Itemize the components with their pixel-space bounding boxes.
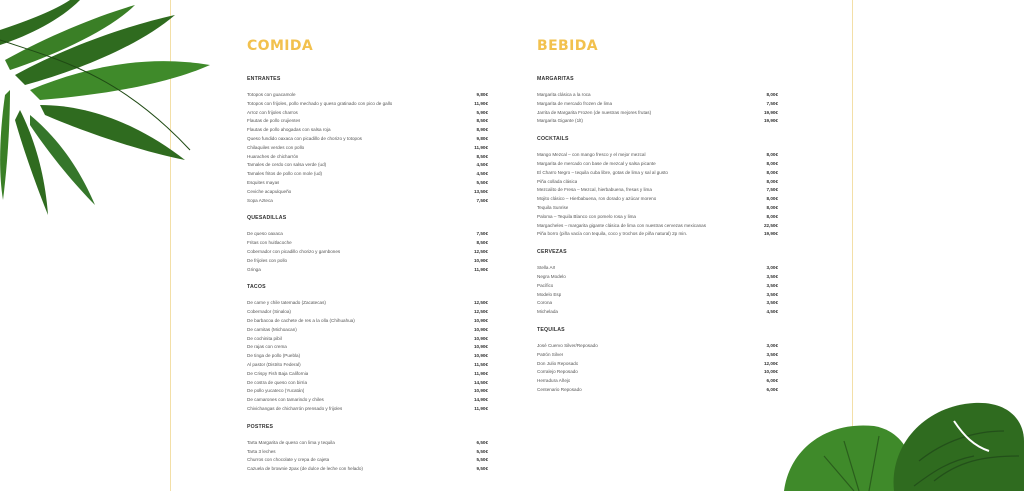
menu-item-price: 8,50€ (476, 240, 488, 246)
menu-item-price: 7,50€ (766, 187, 778, 193)
menu-item-name: El Charro Negro – tequila cuba libre, gotas de lima y sal al gusto (537, 169, 668, 175)
comida-section (247, 76, 488, 205)
menu-item-name: Gringa (247, 266, 261, 272)
menu-item (247, 257, 488, 266)
menu-item (537, 386, 778, 395)
menu-item-name: Tarta Margarita de queso con lima y tequila (247, 439, 335, 445)
menu-item (537, 178, 778, 187)
menu-item-name: Tarta 3 leches (247, 448, 276, 454)
menu-item (537, 213, 778, 222)
menu-item (537, 169, 778, 178)
menu-item-name: Chivichangas de chicharrón prensado y frijoles (247, 405, 343, 411)
menu-item (247, 126, 488, 135)
menu-item (247, 170, 488, 179)
menu-item (247, 230, 488, 239)
menu-item-name: Paloma – Tequila Blanco con pomelo rosa y lima (537, 213, 636, 219)
menu-item-name: De carne y chile tatemado (Zacatecas) (247, 300, 326, 306)
menu-item (537, 342, 778, 351)
comida-section (247, 424, 488, 474)
menu-item-name: Arroz con frijoles charros (247, 109, 298, 115)
menu-item (247, 308, 488, 317)
menu-item-name: Totopos con frijoles, pollo mechado y queso gratinado con pico de gallo (247, 100, 393, 106)
menu-item-name: Queso fundido oaxaca con picadillo de chorizo y totopos (247, 135, 362, 141)
menu-item-price: 8,90€ (476, 127, 488, 133)
menu-item-price: 5,90€ (476, 109, 488, 115)
menu-item-price: 22,50€ (763, 222, 778, 228)
section-title: TEQUILAS (537, 326, 565, 333)
menu-item (247, 179, 488, 188)
section-title: QUESADILLAS (247, 215, 287, 222)
menu-item-name: Jarrita de Margarita Frozen (de nuestras mejores frutas) (537, 109, 652, 115)
menu-item-name: Michelada (537, 309, 558, 315)
menu-item-name: Totopos con guacamole (247, 92, 296, 97)
menu-item (247, 361, 488, 370)
menu-item-price: 5,50€ (476, 179, 488, 185)
menu-item-price: 4,50€ (476, 162, 488, 168)
menu-item-price: 8,00€ (766, 213, 778, 219)
menu-item (537, 368, 778, 377)
menu-item-price: 19,90€ (763, 118, 778, 124)
menu-item-name: Sopa Azteca (247, 197, 273, 203)
menu-item-price: 10,90€ (473, 317, 488, 323)
menu-item (247, 197, 488, 206)
menu-item-name: Tamales de cerdo con salsa verde (ud) (247, 162, 327, 168)
menu-item-name: Margarita clásica a la roca (537, 92, 591, 97)
menu-item-name: Stella Art (537, 265, 556, 271)
menu-item (537, 264, 778, 273)
menu-item-name: De rajas con crema (247, 344, 287, 350)
menu-item (537, 291, 778, 300)
menu-item-price: 11,50€ (474, 361, 488, 367)
bebida-section (537, 76, 778, 126)
menu-item-price: 7,50€ (766, 100, 778, 106)
menu-item (537, 360, 778, 369)
menu-item (537, 273, 778, 282)
menu-item-price: 8,00€ (766, 92, 778, 97)
menu-item-price: 10,90€ (473, 353, 488, 359)
menu-item-name: Piña borro (piña vacía con tequila, coco y trochos de piña natural) 2p min. (537, 231, 688, 237)
menu-item (247, 396, 488, 405)
menu-item-price: 3,50€ (766, 273, 778, 279)
menu-item-name: Margarita de mercado frozen de lima (537, 100, 613, 106)
menu-item-name: Huaraches de chicharrón (247, 153, 299, 159)
menu-item (537, 186, 778, 195)
section-title: ENTRANTES (247, 76, 281, 82)
menu-item-price: 6,00€ (766, 386, 778, 392)
menu-item-name: José Cuervo Silver/Reposado (537, 342, 598, 348)
menu-item (537, 377, 778, 386)
menu-item (537, 117, 778, 126)
section-title: CERVEZAS (537, 249, 567, 256)
menu-item (537, 204, 778, 213)
menu-item-name: Chilaquiles verdes con pollo (247, 144, 305, 150)
menu-item-name: De costra de queso con birria (247, 379, 308, 385)
menu-item-name: De tinga de pollo (Puebla) (247, 353, 301, 359)
menu-item-name: Tequila Sunrise (537, 204, 569, 210)
bebida-column (537, 38, 778, 405)
menu-item-name: De frijoles con pollo (247, 257, 288, 263)
menu-item-price: 12,50€ (473, 300, 488, 306)
menu-item-price: 6,00€ (766, 378, 778, 384)
menu-item-name: De camarones con tamarindo y chiles (247, 397, 324, 403)
menu-item-name: Margarita Gigante (1lt) (537, 118, 583, 124)
menu-item (247, 352, 488, 361)
menu-item-name: Mezcalito de Fresa – Mezcal, hierbabuena, fresas y lima (537, 187, 652, 193)
menu-item-price: 4,50€ (766, 309, 778, 315)
menu-item-price: 8,00€ (766, 152, 778, 158)
menu-item (247, 248, 488, 257)
menu-item (247, 448, 488, 457)
menu-item-name: De barbacoa de cachete de res a la olla (Chihuahua) (247, 317, 355, 323)
monstera-leaves-decoration (784, 401, 1024, 491)
menu-item (247, 117, 488, 126)
menu-item-price: 6,50€ (476, 439, 488, 445)
menu-item-price: 8,00€ (766, 178, 778, 184)
menu-item-name: Margacheles – margarita gigante clásica de lima con nuestras cervezas mexicanas (537, 222, 707, 228)
menu-item (247, 144, 488, 153)
section-title: TACOS (247, 284, 266, 291)
menu-item-name: Modelo Esp (537, 291, 562, 297)
menu-item (537, 160, 778, 169)
menu-item (247, 100, 488, 109)
comida-section (247, 215, 488, 274)
menu-item-name: Ceviche acapulqueño (247, 188, 292, 194)
menu-item (247, 135, 488, 144)
menu-item-price: 3,50€ (766, 351, 778, 357)
menu-item-price: 11,90€ (474, 405, 488, 411)
menu-item-name: Don Julio Reposado (537, 360, 579, 366)
menu-item (537, 222, 778, 231)
menu-item-price: 11,90€ (474, 370, 488, 376)
menu-item-name: Pacífico (537, 282, 554, 288)
menu-item (247, 405, 488, 414)
menu-item-price: 19,90€ (763, 109, 778, 115)
menu-item-name: Al pastor (Distrito Federal) (247, 361, 301, 367)
menu-item (247, 387, 488, 396)
menu-item-price: 10,90€ (473, 326, 488, 332)
menu-item-price: 8,00€ (766, 204, 778, 210)
menu-item (537, 230, 778, 239)
menu-item-price: 11,90€ (474, 100, 488, 106)
menu-item (247, 317, 488, 326)
menu-item (247, 153, 488, 162)
menu-item-name: Churros con chocolate y crepa de cajeta (247, 457, 330, 463)
menu-item (247, 109, 488, 118)
menu-item-price: 13,50€ (473, 188, 488, 194)
menu-item-name: De Crispy Fish Baja California (247, 370, 309, 376)
menu-item-price: 14,50€ (473, 379, 488, 385)
menu-item-name: De carnitas (Michoacan) (247, 326, 297, 332)
menu-item-price: 19,90€ (763, 231, 778, 237)
menu-item-price: 9,50€ (476, 466, 488, 472)
menu-item-price: 11,90€ (474, 144, 488, 150)
menu-item-name: Corona (537, 300, 553, 306)
menu-item-price: 12,50€ (473, 248, 488, 254)
menu-item (247, 439, 488, 448)
palm-leaves-decoration (0, 0, 210, 215)
menu-item-price: 5,50€ (476, 457, 488, 463)
menu-item-price: 10,90€ (473, 335, 488, 341)
menu-item-name: De queso oaxaca (247, 231, 283, 237)
menu-item-price: 12,00€ (763, 360, 778, 366)
menu-item (537, 151, 778, 160)
menu-item (247, 299, 488, 308)
section-title: COCKTAILS (537, 136, 569, 143)
menu-item-price: 11,90€ (474, 266, 488, 272)
menu-item-price: 10,90€ (473, 257, 488, 263)
menu-item-name: De pollo yucateco (Yucatán) (247, 388, 305, 394)
menu-item-price: 10,00€ (763, 369, 778, 375)
menu-item (247, 335, 488, 344)
menu-item (247, 379, 488, 388)
menu-item (537, 195, 778, 204)
menu-item-price: 8,00€ (766, 169, 778, 175)
menu-item (537, 282, 778, 291)
menu-item-price: 8,50€ (476, 118, 488, 124)
bebida-section (537, 249, 778, 317)
bebida-heading: BEBIDA (537, 38, 598, 54)
section-title: POSTRES (247, 423, 274, 430)
section-title: MARGARITAS (537, 76, 574, 82)
menu-item-name: Esquites mayas (247, 179, 280, 185)
menu-item (247, 370, 488, 379)
menu-item (247, 161, 488, 170)
menu-item-name: Flautas de pollo crujientes (247, 118, 301, 124)
menu-item (537, 109, 778, 118)
menu-item-price: 4,50€ (476, 171, 488, 177)
menu-item-price: 3,50€ (766, 300, 778, 306)
menu-item-name: Mango Mezcal – con mango fresco y el mejor mezcal (537, 152, 646, 158)
menu-item (247, 239, 488, 248)
menu-item-name: Mojito clásico – Hierbabuena, ron dorado y azúcar moreno (537, 196, 657, 202)
menu-item-name: Cobernador con picadillo chorizo y gambones (247, 248, 341, 254)
menu-item-name: Margarita de mercado con base de mezcal y salsa picante (537, 160, 656, 166)
menu-item-price: 9,80€ (476, 92, 488, 97)
menu-item-name: De cochinita pibil (247, 335, 282, 341)
menu-item (247, 91, 488, 100)
menu-item (537, 308, 778, 317)
menu-item-price: 3,50€ (766, 282, 778, 288)
menu-item (537, 100, 778, 109)
menu-item (247, 326, 488, 335)
menu-item-name: Piña collada clásica (537, 178, 578, 184)
menu-item-name: Cobernador (Sinaloa) (247, 309, 291, 315)
menu-item (247, 343, 488, 352)
bebida-section (537, 136, 778, 239)
menu-item-price: 3,00€ (766, 265, 778, 271)
menu-item-price: 8,00€ (766, 160, 778, 166)
comida-heading: COMIDA (247, 38, 314, 54)
menu-item (247, 456, 488, 465)
bebida-section (537, 327, 778, 395)
menu-item (537, 351, 778, 360)
menu-item-name: Herradura Añejo (537, 378, 571, 384)
menu-item-price: 3,50€ (766, 291, 778, 297)
menu-item-name: Cazuela de brownie 2pax (de dulce de leche con helado) (247, 466, 363, 472)
menu-item-price: 9,80€ (476, 135, 488, 141)
menu-item-name: Patrón Silver (537, 351, 564, 357)
menu-item (247, 266, 488, 275)
menu-item-price: 14,90€ (473, 397, 488, 403)
menu-item-name: Tamales fritos de pollo con mole (ud) (247, 171, 323, 177)
menu-item-price: 5,50€ (476, 448, 488, 454)
comida-column (247, 38, 488, 484)
menu-item-name: Flautas de pollo ahogadas con salsa roja (247, 127, 331, 133)
menu-item-price: 10,90€ (473, 388, 488, 394)
menu-item-price: 12,50€ (473, 309, 488, 315)
menu-item-price: 3,00€ (766, 342, 778, 348)
menu-item-price: 7,50€ (476, 197, 488, 203)
menu-item-name: Centenario Reposado (537, 386, 582, 392)
menu-item-name: Negra Modelo (537, 273, 566, 279)
menu-item-name: Fritas con huitlacoche (247, 240, 292, 246)
menu-item-price: 8,50€ (476, 153, 488, 159)
menu-item-price: 10,90€ (473, 344, 488, 350)
menu-item (247, 188, 488, 197)
comida-section (247, 284, 488, 413)
menu-item-price: 8,00€ (766, 196, 778, 202)
menu-item-price: 7,50€ (476, 231, 488, 237)
menu-item (537, 91, 778, 100)
menu-item (247, 465, 488, 474)
menu-item-name: Corralejo Reposado (537, 369, 578, 375)
menu-item (537, 299, 778, 308)
